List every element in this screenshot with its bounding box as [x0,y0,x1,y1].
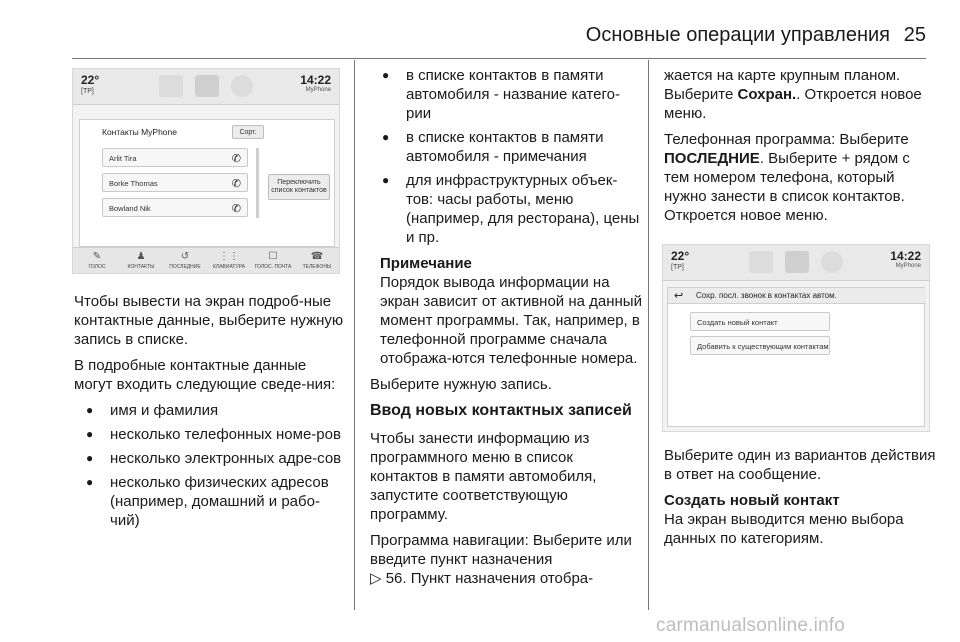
text-column-3-bottom [664,446,936,555]
section-heading: Ввод новых контактных записей [370,402,632,419]
contacts-list-title: Контакты MyPhone [102,127,177,137]
save-keyword: Сохран. [737,86,797,103]
back-icon[interactable]: ↩ [674,290,684,302]
phone-call-icon[interactable]: ✆ [231,203,241,215]
phones-icon: ☎ [310,251,324,262]
screenshot-contacts-list [72,68,340,274]
list-item: ● несколько электронных адре-сов [74,449,346,468]
clock: 14:22 [890,249,921,263]
paragraph: На экран выводится меню выбора данных по категориям. [664,511,904,547]
phone-name-label: MyPhone [895,263,921,269]
status-bar [73,69,339,105]
option-heading: Создать новый контакт [664,492,840,509]
phone-name-label: MyPhone [305,87,331,93]
page-number: 25 [903,24,926,46]
paragraph: Выберите нужную запись. [370,376,552,393]
text-run: жается на карте крупным планом. Выберите [664,67,901,103]
nav-text: Программа навигации: Выберите или введите пункт назначения [370,532,632,568]
note-block [380,254,642,368]
text-column-1 [74,292,346,537]
phone-call-icon[interactable]: ✆ [231,153,241,165]
music-icon [159,75,183,97]
contact-row[interactable] [102,148,248,167]
temperature-readout: 22° [81,73,100,87]
list-item: ● имя и фамилия [74,401,346,420]
save-contact-panel [667,287,925,427]
temperature-readout: 22° [671,249,690,263]
nav-recent[interactable]: ПОСЛЕДНИЕ [169,264,201,270]
list-item: ● несколько телефонных номе-ров [74,425,346,444]
nav-keypad[interactable]: КЛАВИАТУРА [213,264,245,270]
sort-button[interactable]: Сорт. [232,125,264,139]
switch-contact-list-button[interactable]: Переключить список контактов [268,174,330,200]
settings-icon [821,251,843,273]
tp-indicator: [TP] [81,88,94,95]
phone-app-icon [785,251,809,273]
status-bar [663,245,929,281]
header-divider [72,58,926,59]
screenshot-save-contact [662,244,930,432]
tp-indicator: [TP] [671,264,684,271]
contact-name: Bowland Nik [109,204,151,213]
text-column-2 [370,66,642,595]
watermark: carmanualsonline.info [656,615,846,636]
contacts-panel [79,119,335,247]
keypad-icon: ⋮⋮ [219,251,239,262]
plus-icon: + [841,150,851,167]
list-item: ● в списке контактов в памяти автомобиля - название катего-рии [370,66,642,123]
note-heading: Примечание [380,255,472,272]
voice-icon: ✎ [92,251,102,262]
text-column-3-top [664,66,936,232]
text-run: . Выберите [759,150,838,167]
contact-name: Arlit Tira [109,154,137,163]
option-create-contact[interactable] [690,312,830,331]
paragraph [664,130,936,225]
nav-contacts[interactable]: КОНТАКТЫ [127,264,155,270]
clock: 14:22 [300,73,331,87]
list-item: ● для инфраструктурных объек-тов: часы работы, меню (например, для ресторана), цены и пр. [370,171,642,247]
paragraph: Выберите один из вариантов действия в ответ на сообщение. [664,447,936,483]
option-label: Создать новый контакт [697,318,778,327]
page-header-title: Основные операции управления [585,24,890,46]
column-divider-1 [354,60,355,610]
text-run: . Откроется новое меню. [664,86,922,122]
paragraph [370,531,642,588]
nav-reference: 56. Пункт назначения отобра- [385,570,594,587]
list-item: ● в списке контактов в памяти автомобиля - примечания [370,128,642,166]
option-add-existing[interactable] [690,336,830,355]
music-icon [749,251,773,273]
paragraph: Чтобы вывести на экран подроб-ные контактные данные, выберите нужную запись в списке. [74,293,344,348]
bullet-list [74,401,346,530]
contacts-icon: ♟ [136,251,146,262]
column-divider-2 [648,60,649,610]
note-text: Порядок вывода информации на экран зависит от активной на данный момент программы. Так, например, в телефонной программе сначала отобража-ются телефонные номера. [380,274,642,367]
bullet-list [370,66,642,247]
dialog-title: Сохр. посл. звонок в контактах автом. [696,291,837,300]
paragraph [664,66,936,123]
contact-row[interactable] [102,173,248,192]
nav-voicemail[interactable]: ГОЛОС. ПОЧТА [254,264,292,270]
list-item: ● несколько физических адресов (например, домашний и рабо-чий) [74,473,346,530]
paragraph: Чтобы занести информацию из программного меню в список контактов в памяти автомобиля, запустите соответствующую программу. [370,430,597,523]
page-ref-arrow-icon: ▷ [370,570,382,587]
phone-call-icon[interactable]: ✆ [231,178,241,190]
list-scrollbar[interactable] [256,148,259,218]
recent-calls-icon: ↺ [180,251,190,262]
voicemail-icon: ☐ [268,251,278,262]
contact-row[interactable] [102,198,248,217]
nav-voice[interactable]: ГОЛОС [88,264,106,270]
nav-phones[interactable]: ТЕЛЕФОНЫ [302,264,332,270]
phone-app-icon [195,75,219,97]
text-run: рядом с тем номером телефона, который нужно занести в список контактов. Откроется новое меню. [664,150,910,224]
settings-icon [231,75,253,97]
paragraph: В подробные контактные данные могут входить следующие сведе-ния: [74,357,336,393]
option-label: Добавить к существующим контактам [697,342,829,351]
bottom-nav-bar [73,247,339,273]
text-run: Телефонная программа: Выберите [664,131,909,148]
contact-name: Borke Thomas [109,179,158,188]
recent-keyword: ПОСЛЕДНИЕ [664,150,760,167]
